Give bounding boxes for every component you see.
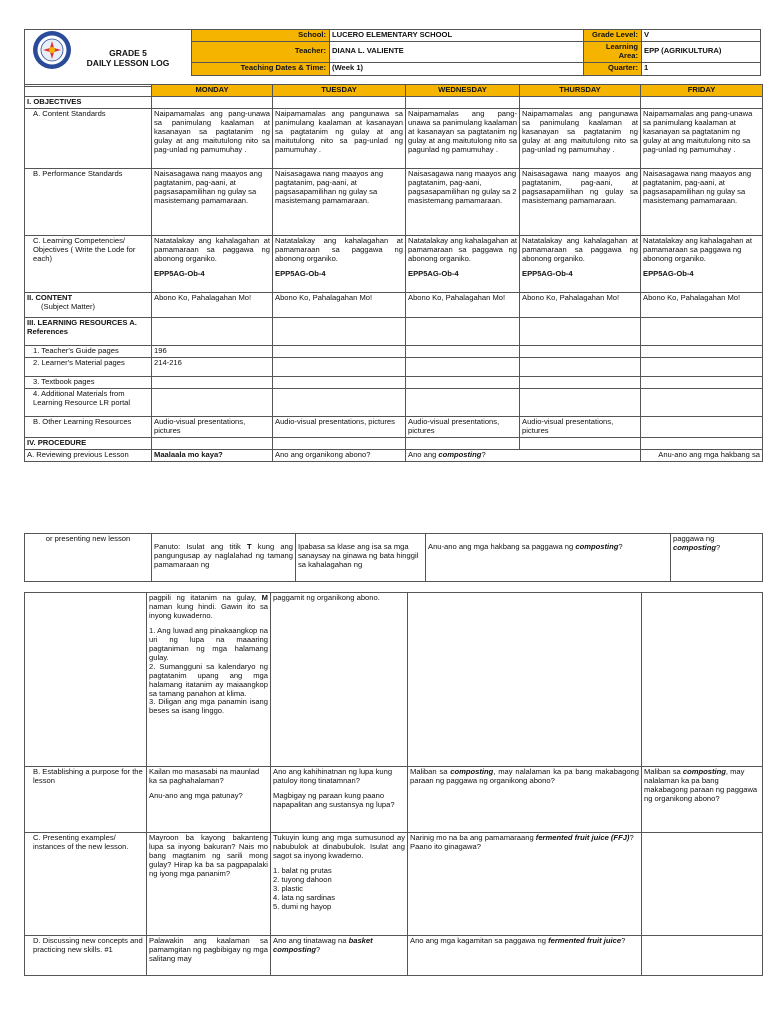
review-cell-friday-cont: paggawa ng composting? [671, 534, 763, 582]
content-label: II. CONTENT [27, 292, 73, 302]
content-standard-cell: Naipamamalas ang pangunawa sa panimulang kaalaman at kasanayan sa pagtatanim ng gulay at ang maitutulong nito sa pag-unlad ng pamumuhay . [520, 108, 641, 168]
purpose-cell-wednesday: Maliban sa composting, may nalalaman ka pa bang makabagong paraan ng paggawa ng organikong abono? [408, 767, 642, 833]
learners-material-label: 2. Learner's Material pages [25, 357, 152, 376]
review-cell-tuesday-cont: Ipabasa sa klase ang isa sa mga sanaysay na ginawa ng bata hinggil sa kahalagahan ng [296, 534, 426, 582]
procedure-heading: IV. PROCEDURE [25, 437, 152, 449]
quarter-label: Quarter: [584, 62, 642, 75]
page-three-table [24, 592, 763, 976]
content-standard-cell: Naipamamalas ang pang-unawa sa panimulang kaalaman at kasanayan sa pagtatanim ng gulay at ang maitutulong nito sa pag-unlad ng pamumuhay . [152, 108, 273, 168]
review-cell-friday: Anu-ano ang mga hakbang sa [641, 449, 763, 461]
review-cell-monday-cont: Panuto: Isulat ang titik T kung ang pangungusap ay naglalahad ng tamang pamamaraan ng [152, 534, 296, 582]
lesson-log-title [25, 30, 192, 87]
competency-code: EPP5AG-Ob-4 [275, 268, 326, 278]
review-cell-tuesday-cont2: paggamit ng organikong abono. [271, 593, 408, 767]
competency-text: Natatalakay ang kahalagahan at pamamaraan sa paggawa ng abonong organiko. [408, 235, 517, 263]
discussing-cell-tuesday: Ano ang tinatawag na basket composting? [271, 936, 408, 976]
list-item: 1. balat ng prutas [273, 865, 332, 875]
school-label: School: [192, 30, 330, 42]
textbook-label: 3. Textbook pages [25, 376, 152, 388]
competency-code: EPP5AG-Ob-4 [643, 268, 694, 278]
content-cell: Abono Ko, Pahalagahan Mo! [152, 292, 273, 317]
list-item: 3. plastic [273, 883, 303, 893]
quarter-value: 1 [642, 62, 761, 75]
statement-item: 3. Diligan ang mga panamin isang beses sa isang linggo. [149, 697, 268, 716]
other-resource-cell: Audio-visual presentations, pictures [406, 416, 520, 437]
purpose-label: B. Establishing a purpose for the lesson [25, 767, 147, 833]
learning-competencies-label: C. Learning Competencies/ Objectives ( Write the Lode for each) [25, 235, 152, 292]
statement-item: 2. Sumangguni sa kalendaryo ng pagtatanim upang ang mga halamang itatanim ay maiaangkop sa tamang panahon at klima. [149, 661, 268, 698]
performance-standard-cell: Naisasagawa nang maayos ang pagtatanim, pag-aani, at pagsasapamilihan ng gulay sa masistemang pamamaraan. [273, 168, 406, 235]
dates-value: (Week 1) [330, 62, 584, 75]
competency-text: Natatalakay ang kahalagahan at pamamaraan sa paggawa ng abonong organiko. [522, 235, 638, 263]
performance-standard-cell: Naisasagawa nang maayos ang pagtatanim, pag-aani, at pagsasapamilihan ng gulay sa masistemang pamamaraan. [152, 168, 273, 235]
competency-text: Natatalakay ang kahalagahan at pamamaraan sa paggawa ng abonong organiko. [275, 235, 403, 263]
content-standards-label: A. Content Standards [25, 108, 152, 168]
school-value: LUCERO ELEMENTARY SCHOOL [330, 30, 584, 42]
competency-cell [273, 235, 406, 292]
competency-cell [520, 235, 641, 292]
competency-text: Natatalakay ang kahalagahan at pamamaraan sa paggawa ng abonong organiko. [643, 235, 752, 263]
additional-materials-label: 4. Additional Materials from Learning Resource LR portal [25, 388, 152, 416]
other-resource-cell: Audio-visual presentations, pictures [152, 416, 273, 437]
competency-code: EPP5AG-Ob-4 [408, 268, 459, 278]
review-cell-wednesday-cont: Anu-ano ang mga hakbang sa paggawa ng composting? [426, 534, 671, 582]
examples-cell-tuesday: Tukuyin kung ang mga sumusunod ay nabubulok at dinabubulok. Isulat ang sagot sa inyong kwaderno. 1. balat ng prutas 2. tuyong dahoon 3. plastic 4. lata ng sardinas 5. dumi ng hayop [271, 833, 408, 936]
competency-cell [641, 235, 763, 292]
presenting-examples-label: C. Presenting examples/ instances of the new lesson. [25, 833, 147, 936]
learning-area-value: EPP (AGRIKULTURA) [642, 41, 761, 62]
competency-cell [406, 235, 520, 292]
reviewing-lesson-label-cont: or presenting new lesson [25, 534, 152, 582]
other-resource-cell: Audio-visual presentations, pictures [520, 416, 641, 437]
grade-title: GRADE 5 [109, 47, 147, 58]
teacher-value: DIANA L. VALIENTE [330, 41, 584, 62]
list-item: 5. dumi ng hayop [273, 901, 332, 911]
performance-standards-label: B. Performance Standards [25, 168, 152, 235]
review-cell-wednesday: Ano ang composting? [406, 449, 641, 461]
purpose-cell-monday: Kailan mo masasabi na maunlad ka sa paghahalaman? Anu-ano ang mga patunay? [147, 767, 271, 833]
day-friday: FRIDAY [641, 85, 763, 97]
learning-resources-heading: III. LEARNING RESOURCES A. References [25, 317, 152, 345]
discussing-cell-wednesday: Ano ang mga kagamitan sa paggawa ng fermented fruit juice? [408, 936, 642, 976]
grade-level-value: V [642, 30, 761, 42]
performance-standard-cell: Naisasagawa nang maayos ang pagtatanim, pag-aani, pagsasapamilihan ng gulay sa 2 masistemang pamamaraan. [406, 168, 520, 235]
review-cell-tuesday: Ano ang organikong abono? [273, 449, 406, 461]
purpose-cell-tuesday: Ano ang kahihinatnan ng lupa kung patuloy itong tinatamnan? Magbigay ng paraan kung paano napapalitan ang sustansya ng lupa? [271, 767, 408, 833]
examples-cell-monday: Mayroon ba kayong bakanteng lupa sa inyong bakuran? Nais mo bang magtanim ng sarili mong gulay? Hirap ka ba sa pagpapalaki ng iyong mga pananim? [147, 833, 271, 936]
content-cell: Abono Ko, Pahalagahan Mo! [641, 292, 763, 317]
teachers-guide-pages: 196 [152, 345, 273, 357]
other-resources-label: B. Other Learning Resources [25, 416, 152, 437]
dates-label: Teaching Dates & Time: [192, 62, 330, 75]
day-thursday: THURSDAY [520, 85, 641, 97]
header-table [24, 29, 761, 87]
competency-code: EPP5AG-Ob-4 [154, 268, 205, 278]
review-cell-monday: Maalaala mo kaya? [152, 449, 273, 461]
page-two-table [24, 533, 763, 582]
content-standard-cell: Naipamamalas ang pang-unawa sa panimulang kaalaman at kasanayan sa pagtatanim ng gulay at ang maitutulong nito sa pag-unlad ng pamumuhay . [641, 108, 763, 168]
teachers-guide-label: 1. Teacher's Guide pages [25, 345, 152, 357]
day-tuesday: TUESDAY [273, 85, 406, 97]
day-monday: MONDAY [152, 85, 273, 97]
examples-cell-wednesday: Narinig mo na ba ang pamamaraang fermented fruit juice (FFJ)? Paano ito ginagawa? [408, 833, 642, 936]
log-title: DAILY LESSON LOG [86, 57, 170, 68]
content-standard-cell: Naipamamalas ang pang-unawa sa panimulang kaalaman at kasanayan sa pagtatanim ng gulay at ang maitutulong nito sa pagunlad ng pamumuhay . [406, 108, 520, 168]
lesson-plan-table [24, 84, 763, 462]
purpose-cell-friday: Maliban sa composting, may nalalaman ka pa bang makabagong paraan ng paggawa ng organikong abono? [642, 767, 763, 833]
learning-area-label: Learning Area: [584, 41, 642, 62]
list-item: 2. tuyong dahoon [273, 874, 332, 884]
grade-level-label: Grade Level: [584, 30, 642, 42]
reviewing-lesson-label: A. Reviewing previous Lesson [25, 449, 152, 461]
performance-standard-cell: Naisasagawa nang maayos ang pagtatanim, pag-aani, at pagsasapamilihan ng gulay sa masistemang pamamaraan. [520, 168, 641, 235]
content-cell: Abono Ko, Pahalagahan Mo! [520, 292, 641, 317]
content-sub: (Subject Matter) [41, 301, 96, 311]
content-cell: Abono Ko, Pahalagahan Mo! [406, 292, 520, 317]
review-cell-monday-cont2: pagpili ng itatanim na gulay, M naman kung hindi. Gawin ito sa inyong kuwaderno. 1. Ang luwad ang pinakaangkop na uri ng lupa na maaaring pagtaniman ng mga halamang gulay. 2. Sumangguni sa kalendaryo ng pagtatanim upang ang mga halamang itatanim ay maiaangkop sa tamang panahon at klima. 3. Diligan ang mga panamin isang beses sa isang linggo. [147, 593, 271, 767]
statement-item: 1. Ang luwad ang pinakaangkop na uri ng lupa na maaaring pagtaniman ng mga halamang gulay. [149, 625, 268, 662]
content-heading [25, 292, 152, 317]
list-item: 4. lata ng sardinas [273, 892, 336, 902]
competency-cell [152, 235, 273, 292]
performance-standard-cell: Naisasagawa nang maayos ang pagtatanim, pag-aani, at pagsasapamilihan ng gulay sa masistemang pamamaraan. [641, 168, 763, 235]
other-resource-cell: Audio-visual presentations, pictures [273, 416, 406, 437]
objectives-heading: I. OBJECTIVES [25, 96, 152, 108]
teacher-label: Teacher: [192, 41, 330, 62]
day-wednesday: WEDNESDAY [406, 85, 520, 97]
competency-text: Natatalakay ang kahalagahan at pamamaraan sa paggawa ng abonong organiko. [154, 235, 270, 263]
learners-material-pages: 214-216 [152, 357, 273, 376]
content-standard-cell: Naipamamalas ang pangunawa sa panimulang kaalaman at kasanayan sa pagtatanim ng gulay at ang maitutulong nito sa pag-unlad ng pamumuhay . [273, 108, 406, 168]
content-cell: Abono Ko, Pahalagahan Mo! [273, 292, 406, 317]
discussing-cell-monday: Palawakin ang kaalaman sa pamamgitan ng pagbibigay ng mga salitang may [147, 936, 271, 976]
discussing-concepts-label: D. Discussing new concepts and practicing new skills. #1 [25, 936, 147, 976]
competency-code: EPP5AG-Ob-4 [522, 268, 573, 278]
